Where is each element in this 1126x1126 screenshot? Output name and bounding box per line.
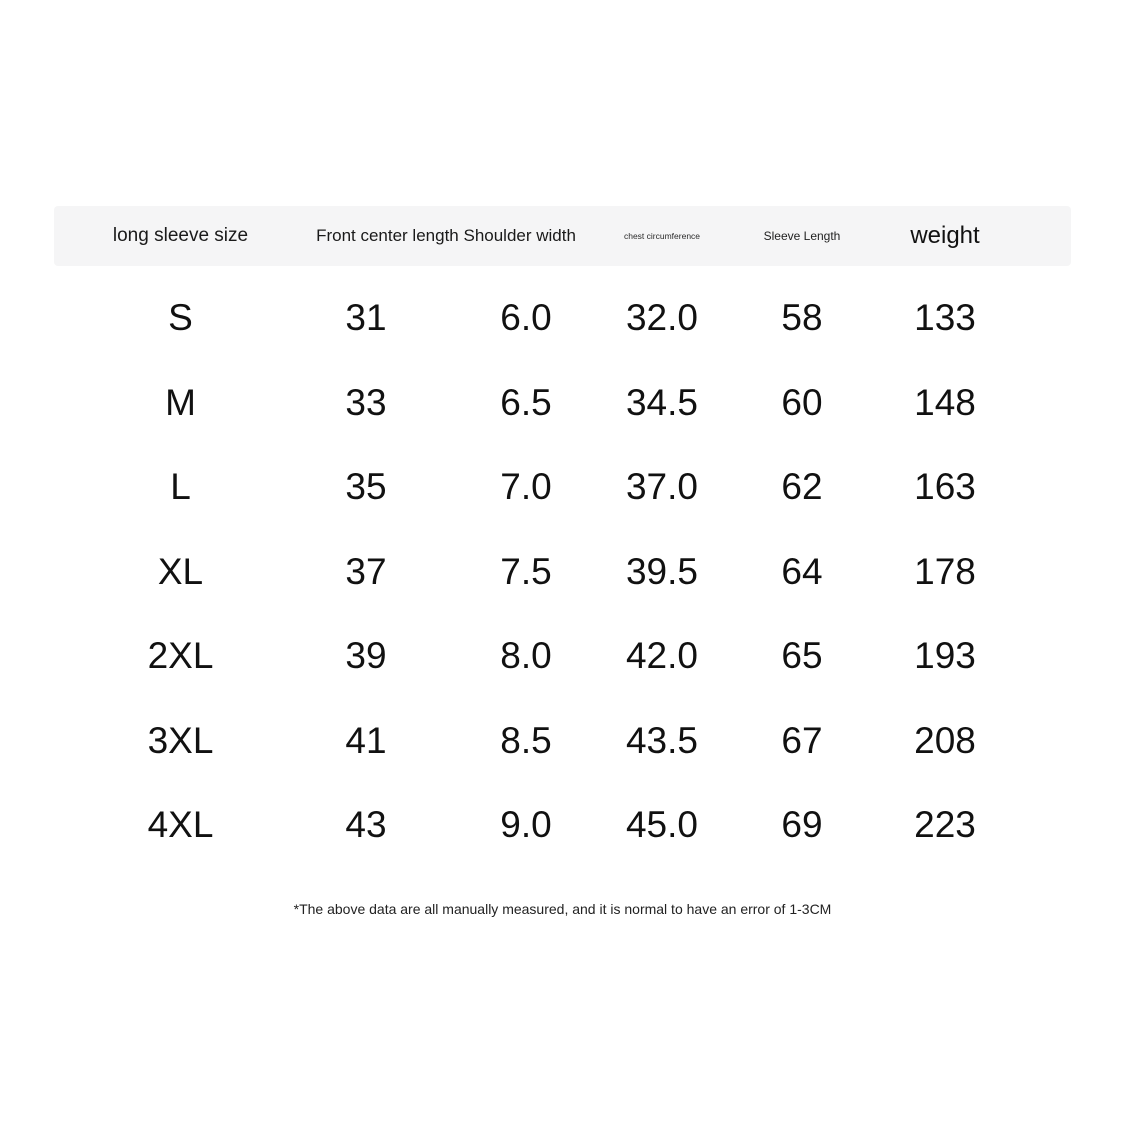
cell-front: 33	[345, 381, 387, 423]
cell-front: 35	[345, 466, 387, 508]
cell-chest: 43.5	[625, 719, 698, 761]
measurement-disclaimer: *The above data are all manually measured, and it is normal to have an error of 1-3CM	[293, 901, 832, 917]
cell-sleeve: 60	[781, 381, 823, 423]
cell-chest: 39.5	[625, 550, 698, 592]
size-chart-table	[54, 206, 1071, 868]
cell-shoulder: 6.5	[500, 381, 552, 423]
header-long-sleeve-size: long sleeve size	[112, 225, 249, 246]
cell-size: L	[170, 466, 191, 508]
table-row-s	[54, 276, 1071, 361]
cell-sleeve: 62	[781, 466, 823, 508]
table-header-row	[54, 206, 1071, 266]
cell-size: S	[168, 297, 193, 339]
cell-shoulder: 8.0	[500, 635, 552, 677]
cell-weight: 208	[914, 719, 976, 761]
cell-size: 4XL	[147, 804, 214, 846]
cell-shoulder: 8.5	[500, 719, 552, 761]
cell-sleeve: 64	[781, 550, 823, 592]
table-row-m	[54, 361, 1071, 446]
cell-weight: 133	[914, 297, 976, 339]
table-row-xl	[54, 530, 1071, 615]
cell-shoulder: 7.5	[500, 550, 552, 592]
header-weight: weight	[910, 222, 980, 249]
cell-chest: 34.5	[625, 381, 698, 423]
cell-chest: 45.0	[625, 804, 698, 846]
cell-chest: 37.0	[625, 466, 698, 508]
header-front-center-length-shoulder-width: Front center length Shoulder width	[316, 226, 576, 245]
header-chest-circumference: chest circumference	[623, 231, 701, 241]
cell-shoulder: 7.0	[500, 466, 552, 508]
cell-size: XL	[157, 550, 204, 592]
cell-front: 39	[345, 635, 387, 677]
cell-size: 3XL	[147, 719, 214, 761]
header-sleeve-length: Sleeve Length	[763, 229, 841, 243]
cell-front: 31	[345, 297, 387, 339]
cell-chest: 32.0	[625, 297, 698, 339]
cell-size: 2XL	[147, 635, 214, 677]
cell-sleeve: 69	[781, 804, 823, 846]
cell-weight: 223	[914, 804, 976, 846]
table-row-4xl	[54, 783, 1071, 868]
table-row-l	[54, 445, 1071, 530]
cell-shoulder: 9.0	[500, 804, 552, 846]
table-body	[54, 276, 1071, 868]
cell-sleeve: 65	[781, 635, 823, 677]
cell-chest: 42.0	[625, 635, 698, 677]
cell-front: 43	[345, 804, 387, 846]
table-row-3xl	[54, 699, 1071, 784]
cell-front: 41	[345, 719, 387, 761]
cell-weight: 148	[914, 381, 976, 423]
cell-size: M	[165, 381, 196, 423]
cell-weight: 178	[914, 550, 976, 592]
cell-front: 37	[345, 550, 387, 592]
table-row-2xl	[54, 614, 1071, 699]
cell-shoulder: 6.0	[500, 297, 552, 339]
cell-weight: 163	[914, 466, 976, 508]
cell-sleeve: 58	[781, 297, 823, 339]
cell-weight: 193	[914, 635, 976, 677]
cell-sleeve: 67	[781, 719, 823, 761]
